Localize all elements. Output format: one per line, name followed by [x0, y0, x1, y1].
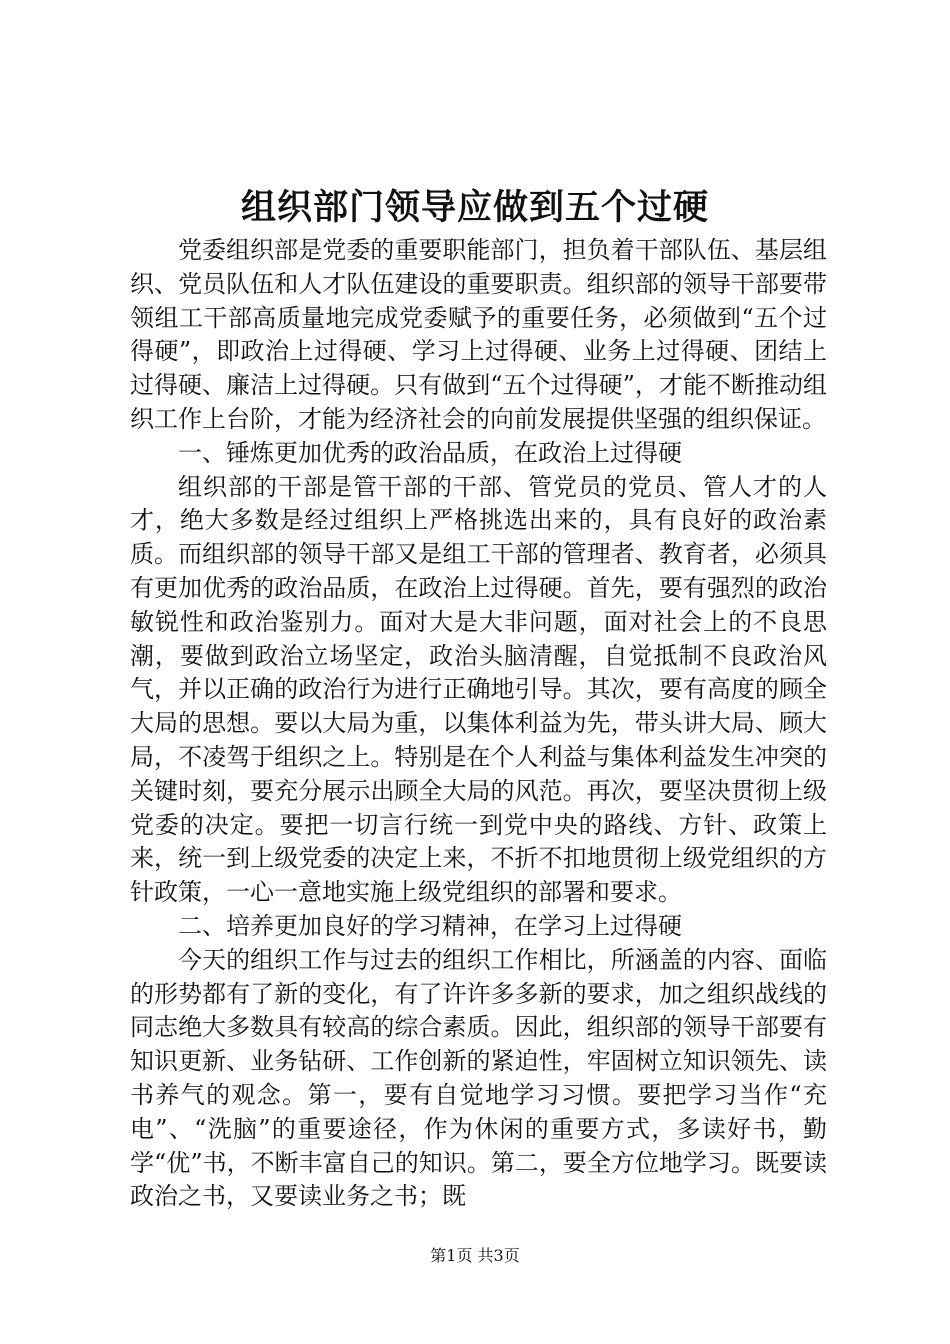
intro-paragraph: 党委组织部是党委的重要职能部门，担负着干部队伍、基层组织、党员队伍和人才队伍建设的重要职责。组织部的领导干部要带领组工干部高质量地完成党委赋予的重要任务，必须做到“五个过得硬”，即政治上过得硬、学习上过得硬、业务上过得硬、团结上过得硬、廉洁上过得硬。只有做到“五个过得硬”，才能不断推动组织工作上台阶，才能为经济社会的向前发展提供坚强的组织保证。 [130, 236, 827, 433]
section-2-paragraph: 今天的组织工作与过去的组织工作相比，所涵盖的内容、面临的形势都有了新的变化，有了许许多多新的要求，加之组织战线的同志绝大多数具有较高的综合素质。因此，组织部的领导干部要有知识更新、业务钻研、工作创新的紧迫性，牢固树立知识领先、读书养气的观念。第一，要有自觉地学习习惯。要把学习当作“充电”、“洗脑”的重要途径，作为休闲的重要方式，多读好书，勤学“优”书，不断丰富自己的知识。第二，要全方位地学习。既要读政治之书，又要读业务之书；既 [130, 945, 827, 1211]
section-heading-2: 二、培养更加良好的学习精神，在学习上过得硬 [178, 911, 682, 940]
page-number-footer: 第1页 共3页 [430, 1246, 520, 1265]
section-heading-1: 一、锤炼更加优秀的政治品质，在政治上过得硬 [178, 438, 682, 467]
document-title: 组织部门领导应做到五个过硬 [240, 187, 709, 228]
document-body [130, 234, 827, 1214]
section-1-paragraph: 组织部的干部是管干部的干部、管党员的党员、管人才的人才，绝大多数是经过组织上严格挑选出来的，具有良好的政治素质。而组织部的领导干部又是组工干部的管理者、教育者，必须具有更加优秀的政治品质，在政治上过得硬。首先，要有强烈的政治敏锐性和政治鉴别力。面对大是大非问题，面对社会上的不良思潮，要做到政治立场坚定，政治头脑清醒，自觉抵制不良政治风气，并以正确的政治行为进行正确地引导。其次，要有高度的顾全大局的思想。要以大局为重，以集体利益为先，带头讲大局、顾大局，不凌驾于组织之上。特别是在个人利益与集体利益发生冲突的关键时刻，要充分展示出顾全大局的风范。再次，要坚决贯彻上级党委的决定。要把一切言行统一到党中央的路线、方针、政策上来，统一到上级党委的决定上来，不折不扣地贯彻上级党组织的方针政策，一心一意地实施上级党组织的部署和要求。 [130, 472, 827, 907]
